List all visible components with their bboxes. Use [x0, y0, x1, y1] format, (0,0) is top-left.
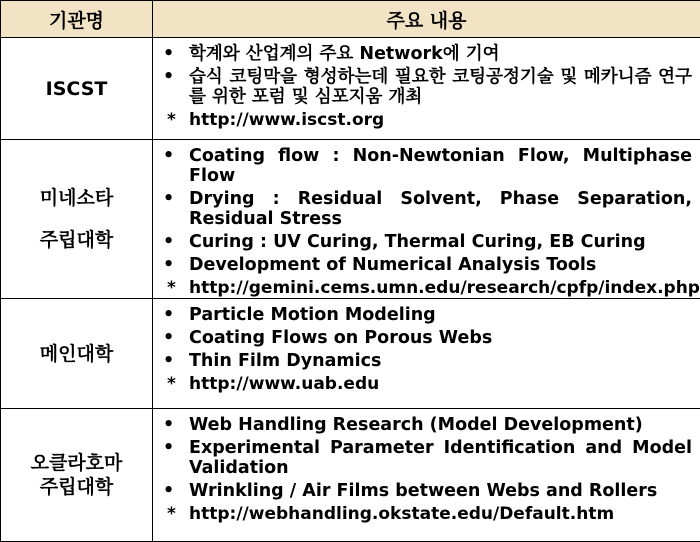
content-cell: [153, 38, 700, 140]
content-list: [153, 409, 700, 501]
institution-cell: [1, 140, 153, 299]
institution-cell: [1, 409, 153, 542]
list-item: • Particle Motion Modeling: [161, 305, 692, 325]
bullet-icon: •: [163, 305, 174, 325]
list-item: • 학계와 산업계의 주요 Network에 기여: [161, 44, 692, 64]
institution-name-line: ISCST: [1, 68, 152, 110]
bullet-icon: •: [163, 328, 174, 348]
bullet-icon: •: [163, 438, 174, 458]
content-cell: [153, 140, 700, 299]
bullet-icon: •: [163, 44, 174, 64]
institution-name-line: 주립대학: [1, 219, 152, 261]
list-item: • Web Handling Research (Model Development): [161, 415, 692, 435]
header-main-content: 주요 내용: [153, 1, 700, 38]
table-row: [1, 38, 700, 140]
bullet-icon: •: [163, 255, 174, 275]
table-row: [1, 409, 700, 542]
list-item: • Coating Flows on Porous Webs: [161, 328, 692, 348]
bullet-icon: •: [163, 481, 174, 501]
bullet-icon: •: [163, 351, 174, 371]
list-item: • Experimental Parameter Identification and Model Validation: [161, 438, 692, 478]
institution-name-line: 오클라호마: [1, 451, 152, 475]
list-item: • Development of Numerical Analysis Tools: [161, 255, 692, 275]
asterisk-icon: *: [167, 110, 189, 130]
content-cell: [153, 299, 700, 409]
list-item: • Wrinkling / Air Films between Webs and Rollers: [161, 481, 692, 501]
content-list: [153, 299, 700, 371]
header-institution: 기관명: [1, 1, 153, 38]
bullet-icon: •: [163, 146, 174, 166]
header-row: [1, 1, 700, 38]
bullet-icon: •: [163, 415, 174, 435]
bullet-icon: •: [163, 67, 174, 87]
website-url: * http://www.iscst.org: [153, 110, 700, 130]
asterisk-icon: *: [167, 504, 189, 524]
content-list: [153, 38, 700, 107]
list-item: • 습식 코팅막을 형성하는데 필요한 코팅공정기술 및 메카니즘 연구를 위한 포럼 및 심포지움 개최: [161, 67, 692, 107]
website-url: * http://gemini.cems.umn.edu/research/cpfp/index.php: [153, 278, 700, 298]
institution-cell: [1, 38, 153, 140]
table-row: [1, 140, 700, 299]
list-item: • Drying : Residual Solvent, Phase Separation, Residual Stress: [161, 189, 692, 229]
website-url: * http://www.uab.edu: [153, 374, 700, 394]
asterisk-icon: *: [167, 278, 189, 298]
table-row: [1, 299, 700, 409]
content-cell: [153, 409, 700, 542]
bullet-icon: •: [163, 189, 174, 209]
website-url: * http://webhandling.okstate.edu/Default.htm: [153, 504, 700, 524]
list-item: • Thin Film Dynamics: [161, 351, 692, 371]
list-item: • Coating flow : Non-Newtonian Flow, Multiphase Flow: [161, 146, 692, 186]
asterisk-icon: *: [167, 374, 189, 394]
institution-name-line: 메인대학: [1, 333, 152, 375]
bullet-icon: •: [163, 232, 174, 252]
list-item: • Curing : UV Curing, Thermal Curing, EB Curing: [161, 232, 692, 252]
institution-cell: [1, 299, 153, 409]
content-list: [153, 140, 700, 275]
institution-name-line: 미네소타: [1, 177, 152, 219]
institution-name-line: 주립대학: [1, 475, 152, 499]
